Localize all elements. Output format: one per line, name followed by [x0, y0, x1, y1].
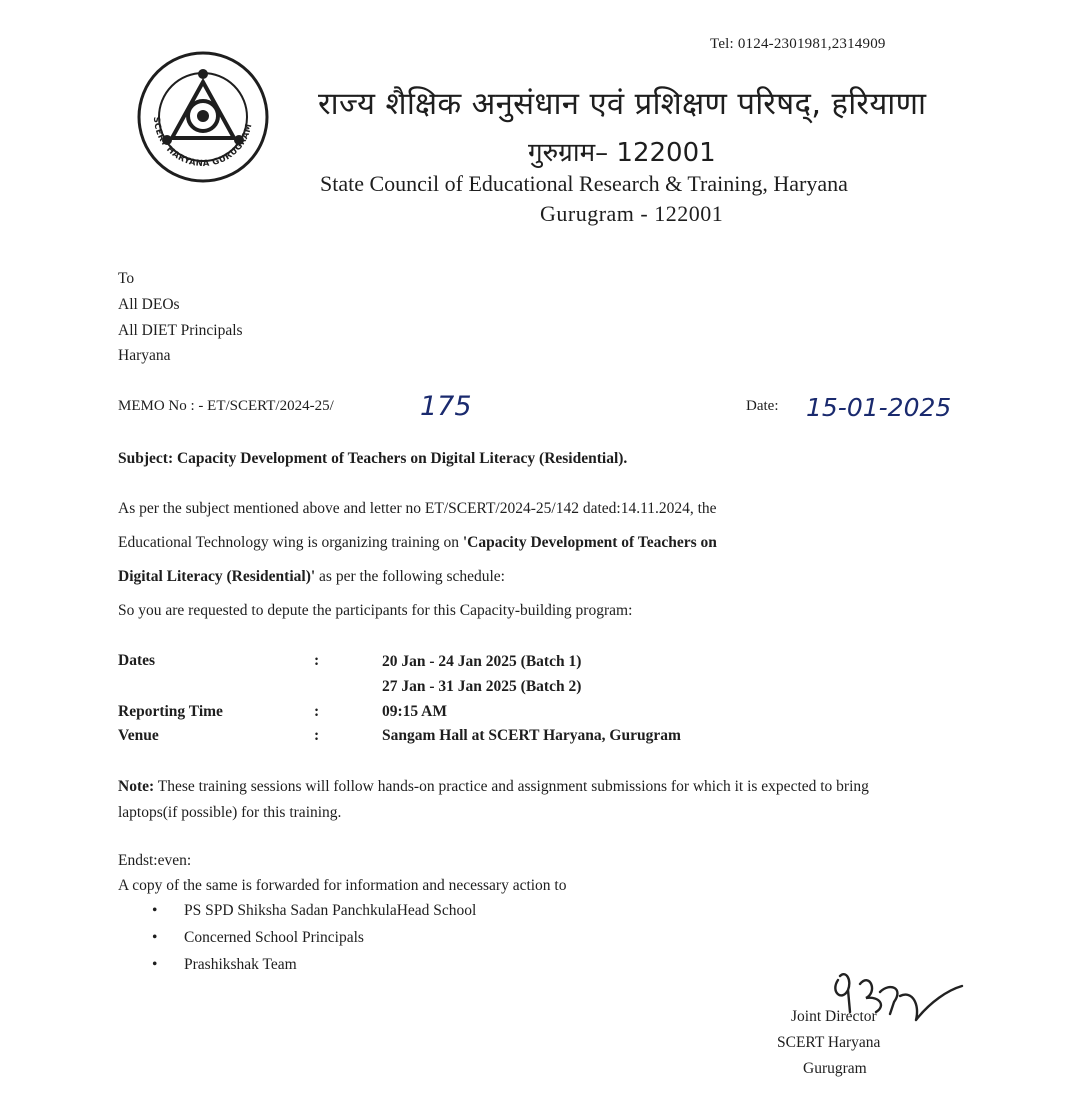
- address-line: All DIET Principals: [118, 322, 243, 339]
- list-item: • PS SPD Shiksha Sadan PanchkulaHead School: [152, 902, 477, 919]
- memo-label: MEMO No : - ET/SCERT/2024-25/: [118, 398, 334, 414]
- date-label: Date:: [746, 398, 779, 414]
- subject-line: Subject: Capacity Development of Teachers on Digital Literacy (Residential).: [118, 450, 628, 467]
- recipient: PS SPD Shiksha Sadan PanchkulaHead School: [184, 902, 477, 919]
- colon: :: [314, 727, 320, 744]
- copy-forward-line: A copy of the same is forwarded for information and necessary action to: [118, 877, 567, 894]
- logo-text: SCERT HARYANA GURUGRAM: [150, 116, 255, 170]
- note-label: Note:: [118, 778, 155, 795]
- recipient: Concerned School Principals: [184, 929, 364, 946]
- hindi-city: गुरुग्राम– 122001: [528, 138, 716, 168]
- body-line: So you are requested to depute the participants for this Capacity-building program:: [118, 602, 633, 619]
- colon: :: [314, 652, 320, 669]
- memo-number: 175: [420, 391, 472, 422]
- training-title: Digital Literacy (Residential)': [118, 568, 316, 585]
- english-city: Gurugram - 122001: [540, 201, 724, 226]
- signatory-city: Gurugram: [803, 1060, 867, 1077]
- scert-logo-icon: [136, 50, 270, 184]
- venue-value: Sangam Hall at SCERT Haryana, Gurugram: [382, 727, 681, 744]
- body-text: Educational Technology wing is organizing training on: [118, 534, 463, 551]
- address-line: All DEOs: [118, 296, 180, 313]
- reporting-time-label: Reporting Time: [118, 703, 223, 720]
- reporting-time-value: 09:15 AM: [382, 703, 448, 720]
- body-text: as per the following schedule:: [315, 568, 505, 585]
- batch-1-dates: 20 Jan - 24 Jan 2025 (Batch 1): [382, 653, 582, 670]
- body-line: As per the subject mentioned above and letter no ET/SCERT/2024-25/142 dated:14.11.2024, the: [118, 500, 717, 517]
- body-line: [118, 534, 918, 552]
- hindi-office-title: राज्य शैक्षिक अनुसंधान एवं प्रशिक्षण परिषद्, हरियाणा: [318, 86, 927, 122]
- address-line: Haryana: [118, 347, 171, 364]
- date-value: 15-01-2025: [806, 393, 952, 422]
- list-item: • Concerned School Principals: [152, 929, 364, 946]
- dates-label: Dates: [118, 652, 156, 669]
- note-paragraph: [118, 774, 918, 826]
- signatory-office: SCERT Haryana: [777, 1034, 881, 1051]
- list-item: • Prashikshak Team: [152, 956, 297, 973]
- english-office-title: State Council of Educational Research & Training, Haryana: [320, 171, 848, 196]
- recipient: Prashikshak Team: [184, 956, 297, 973]
- telephone-number: Tel: 0124-2301981,2314909: [710, 36, 886, 52]
- signatory-title: Joint Director: [791, 1008, 877, 1025]
- endorsement-label: Endst:even:: [118, 852, 192, 869]
- note-text: These training sessions will follow hands-on practice and assignment submissions for which it is expected to bring laptops(if possible) for this training.: [118, 778, 869, 821]
- venue-label: Venue: [118, 727, 159, 744]
- batch-2-dates: 27 Jan - 31 Jan 2025 (Batch 2): [382, 678, 582, 695]
- training-title: 'Capacity Development of Teachers on: [462, 534, 717, 551]
- body-line: [118, 568, 918, 586]
- address-to: To: [118, 270, 135, 287]
- colon: :: [314, 703, 320, 720]
